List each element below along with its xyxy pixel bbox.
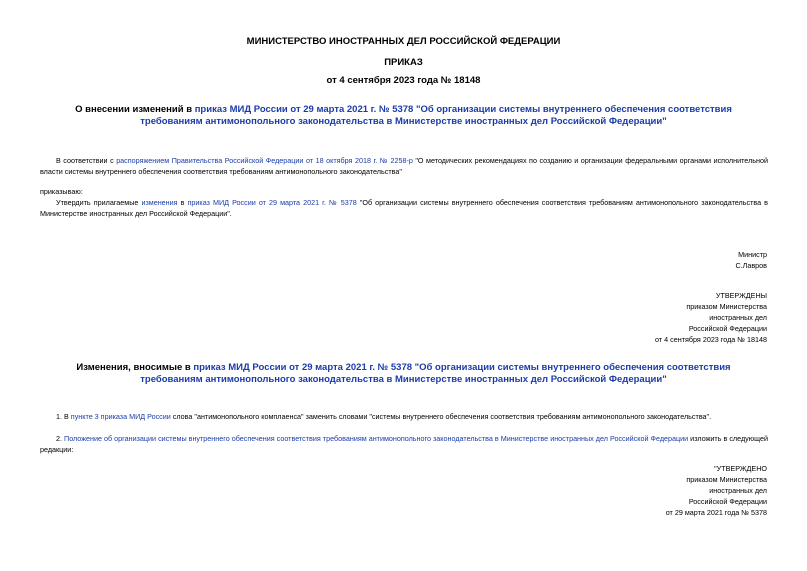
order-title-prefix: О внесении изменений в bbox=[75, 104, 195, 115]
approve-link-changes[interactable]: изменения bbox=[141, 198, 178, 207]
preamble-text-1: В соответствии с bbox=[56, 156, 117, 165]
approved-line: Российской Федерации bbox=[688, 324, 767, 333]
approved-line: Российской Федерации bbox=[688, 497, 767, 506]
order-title bbox=[60, 104, 747, 128]
approve-paragraph bbox=[40, 197, 768, 219]
preamble-paragraph bbox=[40, 155, 768, 177]
approved-line: от 4 сентября 2023 года № 18148 bbox=[655, 335, 767, 344]
changes-title-prefix: Изменения, вносимые в bbox=[76, 362, 194, 373]
item-2-link[interactable]: Положение об организации системы внутреннего обеспечения соответствия требованиям антимонопольного законодательства в Министерстве иностранных дел Российской Федерации bbox=[64, 434, 689, 443]
approve-text-1: Утвердить прилагаемые bbox=[56, 198, 142, 207]
item-1 bbox=[40, 411, 768, 422]
approve-text-3: "Об организации системы внутреннего обеспечения соответствия требованиям антимонопольного законодательства в Министерстве иностранных дел Российской Федерации". bbox=[40, 198, 768, 218]
item-1-link[interactable]: пункте 3 приказа МИД России bbox=[70, 412, 171, 421]
order-date-number: от 4 сентября 2023 года № 18148 bbox=[326, 75, 481, 86]
item-1-text-1: 1. В bbox=[56, 412, 71, 421]
approved-line: приказом Министерства bbox=[686, 302, 767, 311]
approved-line: от 29 марта 2021 года № 5378 bbox=[665, 508, 767, 517]
approved-line: "УТВЕРЖДЕНО bbox=[714, 464, 767, 473]
approved-block bbox=[655, 290, 767, 345]
changes-title-link[interactable]: приказ МИД России от 29 марта 2021 г. № 5378 "Об организации системы внутреннего обеспечения соответствия требованиям антимонопольного законодательства в Министерстве иностранных дел Российской Федерации" bbox=[140, 362, 731, 385]
order-title-link[interactable]: приказ МИД России от 29 марта 2021 г. № 5378 "Об организации системы внутреннего обеспечения соответствия требованиям антимонопольного законодательства в Министерстве иностранных дел Российской Федерации" bbox=[140, 104, 732, 127]
approved-block-2 bbox=[666, 463, 767, 518]
approved-line: приказом Министерства bbox=[686, 475, 767, 484]
signature-block bbox=[735, 249, 767, 271]
changes-title bbox=[60, 362, 747, 386]
item-2-text-2: изложить в следующей редакции: bbox=[40, 434, 768, 454]
order-word: приказываю: bbox=[40, 187, 83, 196]
ministry-name: МИНИСТЕРСТВО ИНОСТРАННЫХ ДЕЛ РОССИЙСКОЙ ФЕДЕРАЦИИ bbox=[246, 36, 561, 47]
approved-line: иностранных дел bbox=[709, 313, 767, 322]
approve-text-2: в bbox=[177, 198, 188, 207]
approve-link-order[interactable]: приказ МИД России от 29 марта 2021 г. № 5378 bbox=[187, 198, 357, 207]
item-2 bbox=[40, 433, 768, 455]
item-1-text-2: слова "антимонопольного комплаенса" заменить словами "системы внутреннего обеспечения соответствия требованиям антимонопольного законодательства". bbox=[170, 412, 712, 421]
preamble-link[interactable]: распоряжением Правительства Российской Федерации от 18 октября 2018 г. № 2258-р bbox=[116, 156, 413, 165]
signature-name: С.Лавров bbox=[735, 261, 767, 270]
preamble-text-2: "О методических рекомендациях по созданию и организации федеральными органами исполнительной власти системы внутреннего обеспечения соответствия требованиям антимонопольного законодательства" bbox=[40, 156, 768, 176]
approved-line: иностранных дел bbox=[709, 486, 767, 495]
approved-line: УТВЕРЖДЕНЫ bbox=[715, 291, 767, 300]
doc-type: ПРИКАЗ bbox=[384, 57, 423, 68]
item-2-text-1: 2. bbox=[56, 434, 65, 443]
signature-position: Министр bbox=[738, 250, 767, 259]
